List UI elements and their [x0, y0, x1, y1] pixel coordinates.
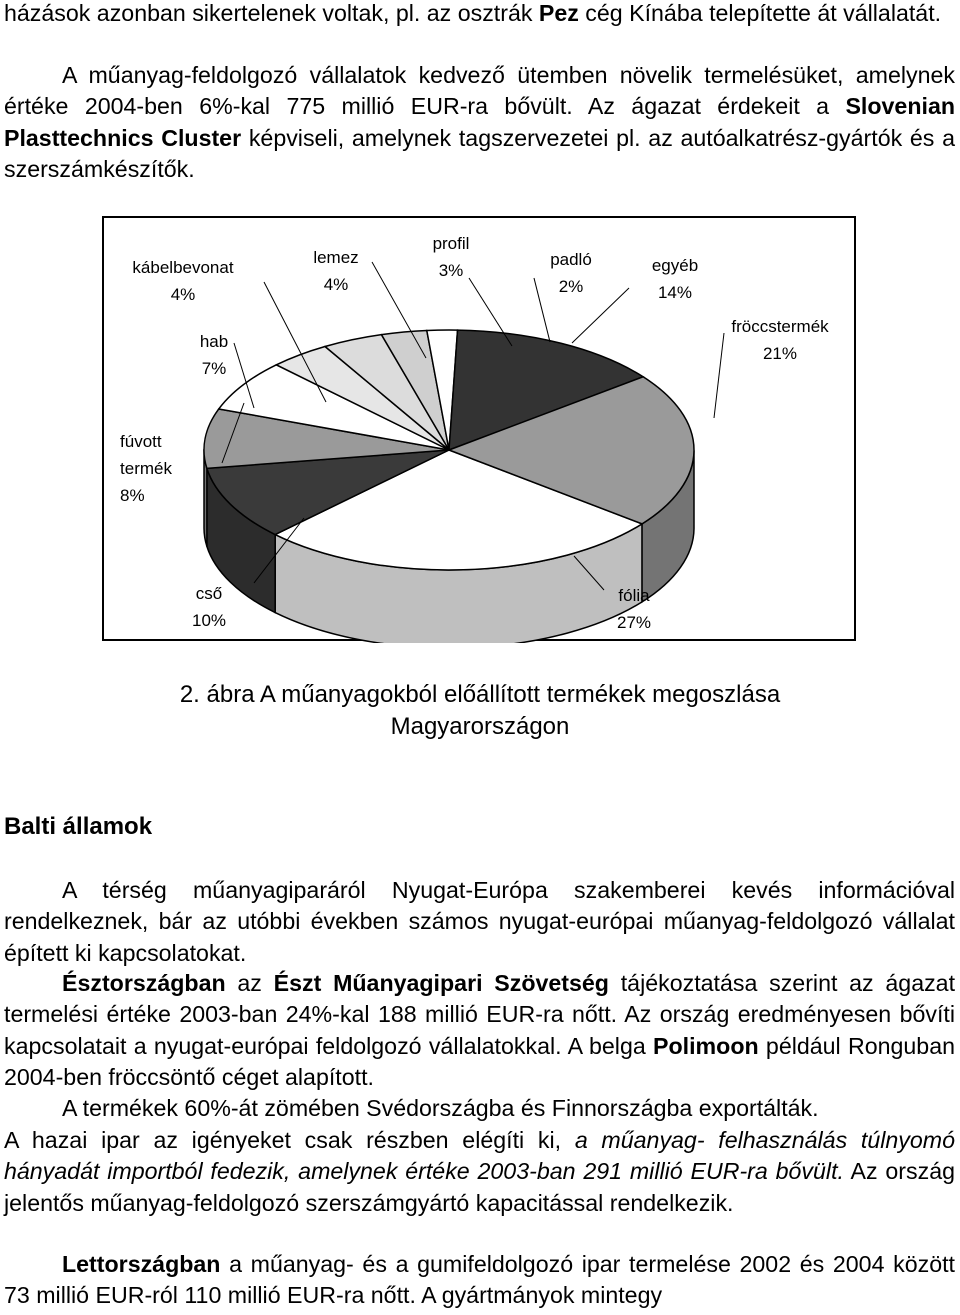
cluster-name: Slovenian Plasttechnics Cluster [4, 93, 955, 151]
label-padlo: padló 2% [550, 250, 592, 296]
section-paragraph-4: A hazai ipar az igényeket csak részben elégíti ki, a műanyag- felhasználás túlnyomó hányadát importból fedezik, amelynek értéke 2003-ban 291 millió EUR-ra bővült. Az ország jelentős műanyag-feldolgozó szerszámgyártó kapacitással rendelkezik. [4, 1127, 955, 1216]
label-folia: fólia 27% [616, 586, 652, 632]
section-paragraph-3: A termékek 60%-át zömében Svédországba és Finnországba exportálták. [62, 1095, 819, 1121]
leader-line-hab [534, 278, 550, 342]
section-paragraph-1: A térség műanyagiparáról Nyugat-Európa szakemberei kevés információval rendelkeznek, bár az utóbbi években számos nyugat-európai műanyag-feldolgozó vállalat épített ki kapcsolatokat. [4, 877, 955, 966]
label-fuvott-termek: fúvott termék 8% [120, 432, 172, 505]
figure-caption: 2. ábra A műanyagokból előállított termékek megoszlása Magyarországon [179, 681, 781, 740]
label-profil: profil 3% [432, 234, 470, 280]
label-egyeb: egyéb 14% [651, 256, 699, 302]
label-cso: cső 10% [191, 584, 227, 630]
section-paragraph-5: Lettországban a műanyag- és a gumifeldolgozó ipar termelése 2002 és 2004 között 73 millió EUR-ról 110 millió EUR-ra nőtt. A gyártmányok mintegy [4, 1251, 955, 1309]
intro-paragraph-2: A műanyag-feldolgozó vállalatok kedvező ütemben növelik termelésüket, amelynek értéke 2004-ben 6%-kal 775 millió EUR-ra bővült. Az ágazat érdekeit a Slovenian Plasttechnics Cluster képviseli, amelynek tagszervezetei pl. az autóalkatrész-gyártók és a szerszámkészítők. [4, 62, 956, 182]
section-paragraph-2: Észtországban az Észt Műanyagipari Szövetség tájékoztatása szerint az ágazat termelési értéke 2003-ban 24%-kal 188 millió EUR-ra nőtt. Az ország eredményesen bővíti kapcsolatait a nyugat-európai feldolgozó vállalatokkal. A belga Polimoon például Ronguban 2004-ben fröccsöntő céget alapított. [4, 970, 956, 1090]
label-hab: hab 7% [199, 332, 229, 378]
section-heading: Balti államok [4, 813, 153, 840]
label-kabelbevonat: kábelbevonat 4% [132, 258, 234, 304]
leader-line-profil [714, 333, 724, 418]
label-lemez: lemez 4% [313, 248, 359, 294]
pie-chart-frame [102, 216, 856, 641]
intro-paragraph-1: házások azonban sikertelenek voltak, pl. az osztrák Pez cég Kínába telepítette át vállalatát. [4, 0, 942, 26]
label-froccstermek: fröccstermék 21% [731, 317, 829, 363]
company-pez: Pez [538, 0, 579, 26]
